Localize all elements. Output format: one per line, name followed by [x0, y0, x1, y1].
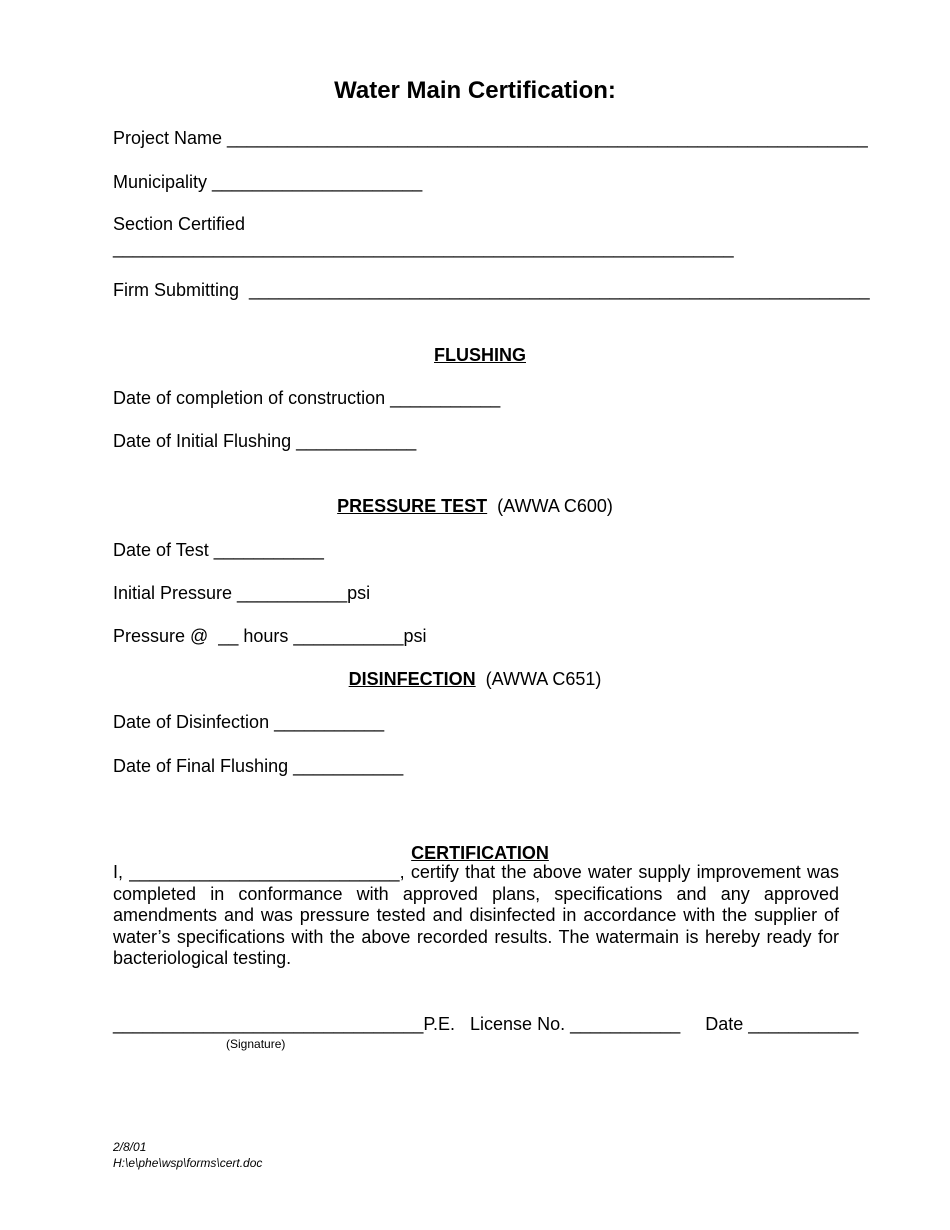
signature-license-date-line[interactable]: _______________________________P.E. License No. ___________ Date ___________: [113, 1014, 859, 1034]
certification-heading-text: CERTIFICATION: [411, 843, 549, 863]
date-initial-flushing-field[interactable]: Date of Initial Flushing ____________: [113, 431, 417, 451]
signature-label: (Signature): [226, 1037, 286, 1051]
footer-date: 2/8/01: [113, 1140, 147, 1154]
section-certified-field[interactable]: ______________________________________________________________: [113, 238, 734, 258]
date-final-flushing-field[interactable]: Date of Final Flushing ___________: [113, 756, 404, 776]
initial-pressure-field[interactable]: Initial Pressure ___________psi: [113, 583, 371, 603]
disinfection-heading-text: DISINFECTION: [348, 669, 476, 689]
page-title: Water Main Certification:: [334, 77, 616, 104]
date-of-disinfection-field[interactable]: Date of Disinfection ___________: [113, 712, 385, 732]
municipality-field[interactable]: Municipality _____________________: [113, 172, 423, 192]
disinfection-standard: (AWWA C651): [475, 669, 602, 689]
pressure-test-heading-text: PRESSURE TEST: [337, 496, 488, 516]
certification-heading: [0, 820, 950, 864]
project-name-field[interactable]: Project Name ________________________________________________________________: [113, 128, 868, 148]
disinfection-heading: [0, 668, 950, 690]
footer-file-path: H:\e\phe\wsp\forms\cert.doc: [113, 1156, 263, 1170]
pressure-test-standard: (AWWA C600): [487, 496, 613, 516]
certification-statement: I, ___________________________, certify that the above water supply improvement was completed in conformance with approved plans, specifications and any approved amendments and was pressure tested and disinfected in accordance with the supplier of water’s specifications with the above recorded results. The watermain is hereby ready for bacteriological testing.: [113, 862, 839, 969]
pressure-test-heading: [0, 495, 950, 517]
date-of-test-field[interactable]: Date of Test ___________: [113, 540, 324, 560]
date-completion-field[interactable]: Date of completion of construction ___________: [113, 388, 501, 408]
pressure-at-hours-field[interactable]: Pressure @ __ hours ___________psi: [113, 626, 427, 646]
flushing-heading: [0, 322, 950, 366]
firm-submitting-field[interactable]: Firm Submitting ______________________________________________________________: [113, 280, 870, 300]
section-certified-label: Section Certified: [113, 214, 246, 234]
flushing-heading-text: FLUSHING: [434, 345, 526, 365]
